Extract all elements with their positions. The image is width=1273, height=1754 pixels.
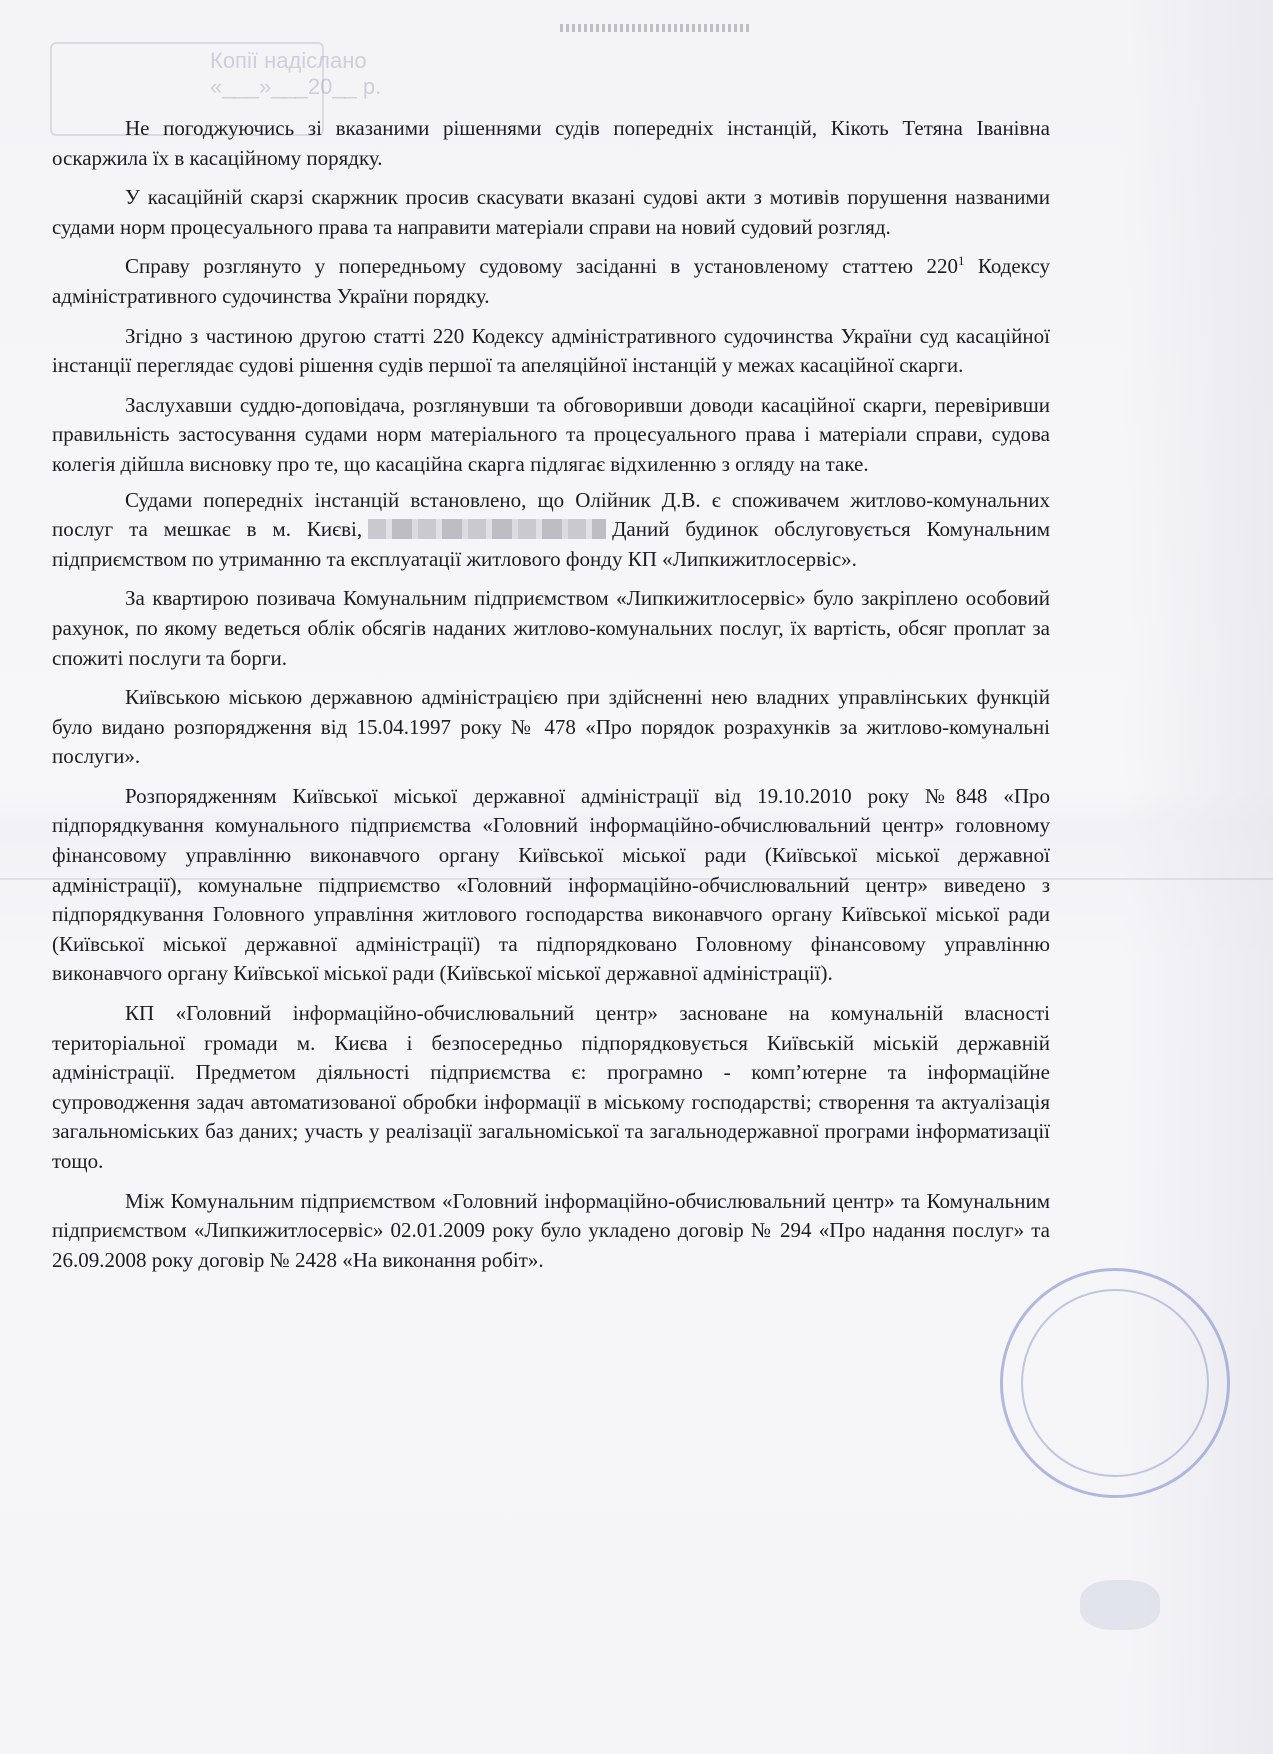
article-superscript: 1 <box>957 253 965 269</box>
paragraph-3 <box>52 252 1050 311</box>
redacted-address-block <box>368 519 606 539</box>
paragraph-11: Між Комунальним підприємством «Головний інформаційно-обчислювальний центр» та Комунальним підприємством «Липкижитлосервіс» 02.01.2009 року було укладено договір № 294 «Про надання послуг» та 26.09.2008 року договір № 2428 «На виконання робіт». <box>52 1188 1050 1272</box>
document-body <box>52 114 1050 1285</box>
paragraph-5: Заслухавши суддю-доповідача, розглянувши та обговоривши доводи касаційної скарги, перевіривши правильність застосування судами норм матеріального та процесуального права і матеріали справи, судова колегія дійшла висновку про те, що касаційна скарга підлягає відхиленню з огляду на таке. <box>52 392 1050 476</box>
paragraph-6-text-before: Судами попередніх інстанцій встановлено, що Олійник Д.В. є споживачем житлово-комунальних послуг та мешкає в м. Києві, <box>52 487 1050 542</box>
paragraph-10: КП «Головний інформаційно-обчислювальний центр» засноване на комунальній власності територіальної громади м. Києва і безпосередньо підпорядковується Київській міській державній адміністрації. Предметом діяльності підприємства є: програмно - комп’ютерне та інформаційне супроводження задач автоматизованої обробки інформації в міському господарстві; створення та актуалізація загальноміських баз даних; участь у реалізації загальноміської та загальнодержавної програми інформатизації тощо. <box>52 1001 1050 1173</box>
paragraph-3-text-before: Справу розглянуто у попередньому судовому засіданні в установленому статтею 220 <box>125 254 958 279</box>
top-print-artifact <box>560 24 750 32</box>
corner-stamp-text: Копії надіслано «___»___20__ р. <box>210 48 382 99</box>
paragraph-1: Не погоджуючись зі вказаними рішеннями судів попередніх інстанцій, Кікоть Тетяна Іванівна оскаржила їх в касаційному порядку. <box>52 116 1050 170</box>
paragraph-9: Розпорядженням Київської міської державної адміністрації від 19.10.2010 року №848 «Про підпорядкування комунального підприємства «Головний інформаційно-обчислювальний центр» головному фінансовому управлінню виконавчого органу Київської міської ради (Київської міської державної адміністрації), комунальне підприємство «Головний інформаційно-обчислювальний центр» виведено з підпорядкування Головного управління житлового господарства виконавчого органу Київської міської ради (Київської міської державної адміністрації) та підпорядковано Головному фінансовому управлінню виконавчого органу Київської міської ради (Київської міської державної адміністрації). <box>52 783 1050 986</box>
paragraph-4: Згідно з частиною другою статті 220 Кодексу адміністративного судочинства України суд касаційної інстанції переглядає судові рішення судів першої та апеляційної інстанцій у межах касаційної скарги. <box>52 323 1050 378</box>
paragraph-6 <box>52 486 1050 575</box>
paragraph-8: Київською міською державною адміністрацією при здійсненні нею владних управлінських функцій було видано розпорядження від 15.04.1997 року № 478 «Про порядок розрахунків за житлово-комунальні послуги». <box>52 685 1050 769</box>
round-seal-icon <box>1000 1268 1230 1498</box>
paragraph-6-text-after: Даний будинок обслуговується Комунальним підприємством по утриманню та експлуатації житлового фонду КП «Липкижитлосервіс». <box>52 517 1050 571</box>
seal-ink-smudge <box>1080 1580 1160 1630</box>
paragraph-2: У касаційній скарзі скаржник просив скасувати вказані судові акти з мотивів порушення названими судами норм процесуального права та направити матеріали справи на новий судовий розгляд. <box>52 185 1050 239</box>
paragraph-7: За квартирою позивача Комунальним підприємством «Липкижитлосервіс» було закріплено особовий рахунок, по якому ведеться облік обсягів наданих житлово-комунальних послуг, їх вартість, обсяг проплат за спожиті послуги та борги. <box>52 586 1050 670</box>
paragraph-3-text-after: Кодексу адміністративного судочинства України порядку. <box>52 254 1050 308</box>
